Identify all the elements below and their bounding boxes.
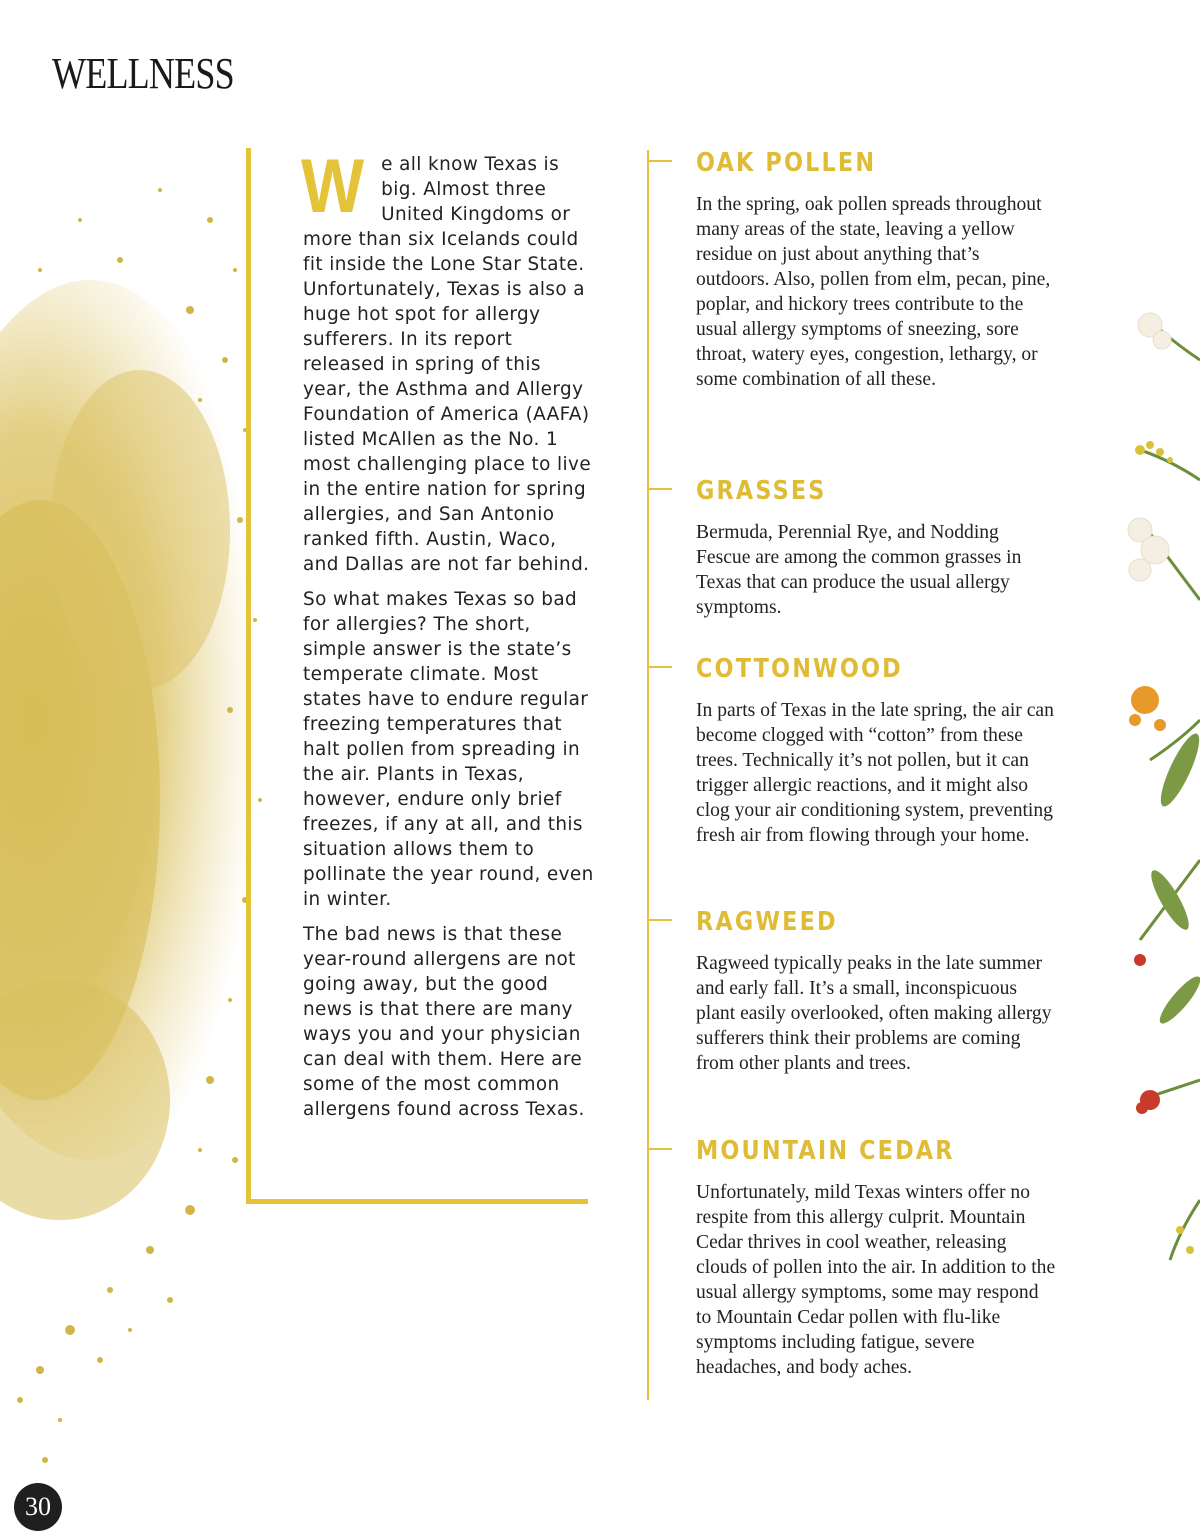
allergen-heading: RAGWEED — [696, 907, 838, 937]
intro-paragraph: The bad news is that these year-round allergens are not going away, but the good news is that there are many ways you and your physician can deal with them. Here are some of the most common allergens found across Texas. — [303, 924, 585, 1120]
flower-decoration-image — [1110, 300, 1200, 1380]
allergen-grasses — [648, 476, 1068, 620]
intro-paragraph: So what makes Texas so bad for allergies? The short, simple answer is the state’s temperate climate. Most states have to endure regular freezing temperatures that halt pollen from spreading in the air. Plants in Texas, however, endure only brief freezes, if any at all, and this situation allows them to pollinate the year round, even in winter. — [303, 589, 594, 910]
allergen-ragweed — [648, 907, 1068, 1076]
section-label: WELLNESS — [52, 49, 234, 98]
timeline-tick — [648, 1148, 672, 1150]
intro-paragraph: We all know Texas is big. Almost three United Kingdoms or more than six Icelands could fit inside the Lone Star State. Unfortunately, Texas is also a huge hot spot for allergy sufferers. In its report released in spring of this year, the Asthma and Allergy Foundation of America (AAFA) listed McAllen as the No. 1 most challenging place to live in the entire nation for spring allergies, and San Antonio ranked fifth. Austin, Waco, and Dallas are not far behind. — [301, 144, 592, 575]
timeline-tick — [648, 160, 672, 162]
allergen-heading: MOUNTAIN CEDAR — [696, 1136, 955, 1166]
allergen-heading: GRASSES — [696, 476, 827, 506]
allergen-body: Unfortunately, mild Texas winters offer no respite from this allergy culprit. Mountain Cedar thrives in cool weather, releasing clouds of pollen into the air. In addition to the usual allergy symptoms, some may respond to Mountain Cedar pollen with flu-like symptoms including fatigue, severe headaches, and body aches. — [696, 1182, 1056, 1378]
allergen-heading: COTTONWOOD — [696, 654, 903, 684]
allergen-mountain-cedar — [648, 1136, 1068, 1380]
allergen-heading: OAK POLLEN — [696, 148, 877, 178]
allergen-body: Bermuda, Perennial Rye, and Nodding Fescue are among the common grasses in Texas that can produce the usual allergy symptoms. — [696, 522, 1022, 618]
timeline-tick — [648, 919, 672, 921]
allergen-body: In the spring, oak pollen spreads throughout many areas of the state, leaving a yellow residue on just about anything that’s outdoors. Also, pollen from elm, pecan, pine, poplar, and hickory trees contribute to the usual allergy symptoms of sneezing, sore throat, watery eyes, congestion, lethargy, or some combination of all these. — [696, 194, 1051, 390]
allergen-body: Ragweed typically peaks in the late summer and early fall. It’s a small, inconspicuous plant easily overlooked, often making allergy sufferers think their problems are coming from other plants and trees. — [696, 953, 1052, 1074]
intro-article — [301, 144, 595, 1132]
allergen-body: In parts of Texas in the late spring, the air can become clogged with “cotton” from these trees. Technically it’s not pollen, but it can trigger allergic reactions, and it might also clog your air conditioning system, preventing fresh air from flowing through your home. — [696, 700, 1054, 846]
drop-cap: W — [301, 144, 365, 229]
allergen-cottonwood — [648, 654, 1068, 848]
timeline-tick — [648, 488, 672, 490]
page-number-badge: 30 — [14, 1483, 62, 1531]
timeline-tick — [648, 666, 672, 668]
allergen-oak-pollen — [648, 148, 1068, 392]
